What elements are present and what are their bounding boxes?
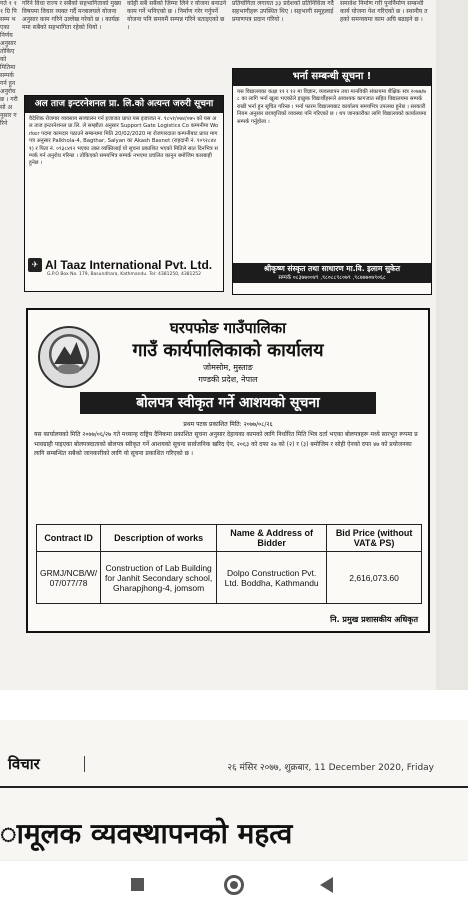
al-taaz-company: Al Taaz International Pvt. Ltd. [45,258,213,272]
bidder-cell: Dolpo Construction Pvt. Ltd. Boddha, Kathmandu [217,552,327,604]
admission-title: भर्ना सम्बन्धी सूचना ! [233,69,431,86]
tender-signature: नि. प्रमुख प्रशासकीय अधिकृत [330,615,418,624]
header-rule [0,786,468,788]
al-taaz-address: G.P.O Box No. 179, Basundhara, Kathmandu. Tel: 4381250, 4381252 [46,272,201,277]
top-mid-column: कोही सबै सबैको जिम्मा लिने र योजना बनाउने काम गर्ने भनिएको छ । निर्माण गरेर गर्नुपर्ने योजना पनि समयमै सम्पन्न गरिने बताइएको छ । [127,0,227,31]
col-bid-price: Bid Price (without VAT& PS) [327,525,422,552]
al-taaz-title: अल ताज इन्टरनेशनल प्रा. लि.को अत्यन्त जरुरी सूचना [25,96,223,113]
top-right-column: प्रतियोगिता लगायत ३३ प्रदेशको प्रतिनिधित्व गर्दै सहभागीहरू उपस्थित थिए । सहभागी समूहलाई प्रमाणपत्र प्रदान गरियो । [232,0,334,23]
tender-notice [26,308,430,633]
table-row [37,552,422,604]
system-nav-bar [0,860,468,910]
section-label: विचार [8,755,40,773]
left-text-strip: गते १ ११ ग्रि पि सम्म भएका निर्णय अनुसार तोकिएको मितिमा सम्पर्क गर्न हुन अनुरोध छ । गरी सो अनुसार गरिने [0,0,18,127]
right-margin-strip [436,0,468,690]
next-page [0,720,468,860]
page-gap [0,690,468,720]
admission-footer: श्रीकृष्ण संस्कृत तथा साधारण मा.वि. इलाम सुकेत [233,263,431,274]
triangle-back-icon[interactable] [320,877,333,893]
page-date [227,760,434,773]
tender-office: गाउँ कार्यपालिकाको कार्यालय [132,340,324,361]
tender-body: यस कार्यालयको मिति २०७७/०६/२७ गते मध्यान्ह राष्ट्रिय दैनिकमा प्रकाशित सूचना अनुसार देहायका कामको लागि निर्धारित मिति भित्र दर्ता भएका बोलपत्रहरू मध्ये सारभूत रूपमा प्रभावग्राही पाइएका बोलपत्रदाताको बोलपत्र स्वीकृत गर्ने आशयको सूचना सार्वजनिक खरिद ऐन, २०६३ को दफा २७ को (२) र (३) बमोजिम र सोही ऐनको दफा ४७ को प्रयोजनका लागि सम्बन्धित सबैको जानकारीको लागि यो सूचना प्रकाशित गरिएको छ । [34,431,418,457]
al-taaz-notice [24,95,224,292]
page-date-en: 11 December 2020, Friday [314,763,434,773]
page-date-np: २६ मंसिर २०७७, शुक्रबार, [227,763,312,773]
tender-address2: गण्डकी प्रदेश, नेपाल [198,375,258,384]
company-logo-icon: ✈ [28,258,42,272]
top-right-column-2: समावेश निर्माण गरी पुनर्निर्माण सम्बन्धी कार्य योजना पेश गरिएको छ । स्थानीय तहको समन्वयमा काम अघि बढाइने छ । [340,0,428,23]
bid-price-cell: 2,616,073.60 [327,552,422,604]
al-taaz-footer [25,258,223,272]
section-divider [84,756,85,772]
bid-table-header-row [37,525,422,552]
col-contract-id: Contract ID [37,525,101,552]
top-left-column: गरिने विधा राज्य र सबैको सहभागिताको मुख्य विषयमा विचार व्यक्त गर्दै मन्त्रालयले योजना अनुसार काम गरिने उल्लेख गरेको छ । कार्यक्रममा सबैको सहभागिता रहेको थियो । [22,0,121,31]
admission-notice [232,68,432,295]
tender-org-name: घरपफोङ गाउँपालिका [169,319,287,337]
description-cell: Construction of Lab Building for Janhit Secondary school, Gharapjhong-4, jomsom [101,552,217,604]
col-description: Description of works [101,525,217,552]
bid-table [36,524,422,604]
tender-publish-date: प्रथम पटक प्रकाशित मिति: २०७७/०८/२६ [183,421,273,428]
admission-body: यस विद्यालयका कक्षा ११ र १२ मा विज्ञान, व्यवस्थापन तथा मानविकी संकायमा शैक्षिक सत्र २०७७/७८ का लागि भर्ना खुला भएकोले इच्छुक विद्यार्थीहरूले आवश्यक कागजात सहित विद्यालयमा सम्पर्क राखी भर्ना हुन सूचित गरिन्छ । भर्ना फारम विद्यालयबाट कार्यालय समयभित्र उपलब्ध हुनेछ । सरकारी नियम अनुसार छात्रवृत्तिको व्यवस्था पनि गरिएको छ । थप जानकारीका लागि विद्यालयको कार्यालयमा सम्पर्क गर्नुहोला । [237,89,427,125]
admission-phone: सम्पर्क ०८३७७००४९ ,९८०८८९८०७९ ,९८७७७०७९०६८ [233,274,431,283]
col-bidder: Name & Address of Bidder [217,525,327,552]
tender-address1: जोमसोम, मुस्ताङ [203,363,253,372]
circle-icon[interactable] [224,875,244,895]
tender-notice-title: बोलपत्र स्वीकृत गर्ने आशयको सूचना [80,392,376,414]
al-taaz-body: वैदेशिक रोजगार व्यवसाय सञ्चालन गर्न इजाजत प्राप्त यस इजाजत न. १८५१/०७४/०७५ को यस अल ताज इन्टरनेशनल प्रा.लि. ले सम्झौता अनुसार Support Gate Logistics Co कम्पनीमा Worker पदमा कामदार पठाउने सम्बन्धमा मिति 20/02/2020 मा रोजगारदाता कम्पनीबाट प्राप्त मागपत्र अनुसार Palkhola-4, Bagthar, Salyan का Akash Basnet (राहदानी नं. १०९२८४४१) र पिता नं. ०९३८४१२ भएका उक्त व्यक्तिलाई यो सूचना प्रकाशित भएको मितिले सात दिनभित्र सम्पर्क गर्न अनुरोध गरिन्छ । तोकिएको समयभित्र सम्पर्क नभएमा प्रचलित कानुन बमोजिम कारबाही हुनेछ । [29,116,219,167]
square-icon[interactable] [131,878,144,891]
contract-id-cell: GRMJ/NCB/W/ 07/077/78 [37,552,101,604]
headline: ामूलक व्यवस्थापनको महत्व [0,817,293,850]
